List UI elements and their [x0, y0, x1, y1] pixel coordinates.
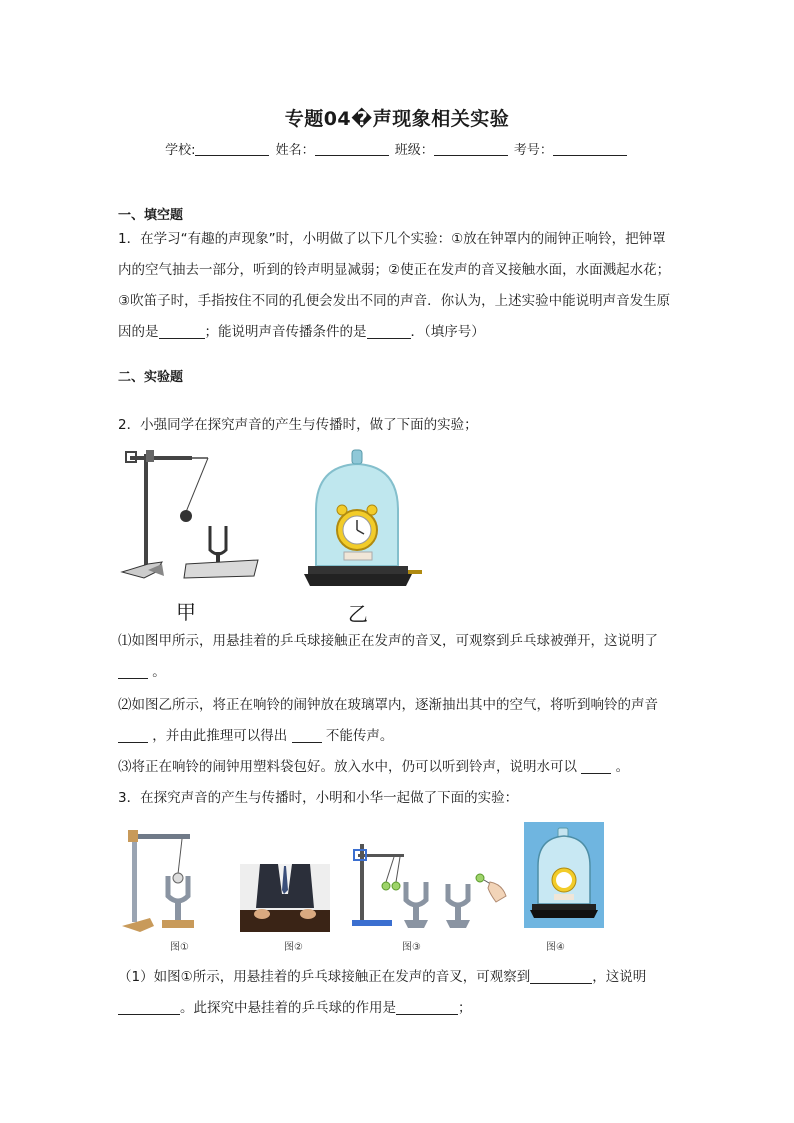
q3-1-end: ； — [458, 1000, 472, 1016]
class-label: 班级： — [394, 143, 434, 158]
q2-3-text: ⑶将正在响铃的闹钟用塑料袋包好。放入水中，仍可以听到铃声，说明水可以 — [118, 759, 577, 775]
question-2-part-2 — [118, 690, 678, 752]
question-2-intro: 2．小强同学在探究声音的产生与传播时，做了下面的实验； — [118, 417, 478, 433]
question-2-part-1 — [118, 626, 678, 688]
q3-1-mid2: 。此探究中悬挂着的乒乓球的作用是 — [180, 1000, 396, 1016]
name-blank[interactable] — [315, 142, 389, 156]
q2-1-end: 。 — [152, 664, 166, 680]
figure-2-caption: 图② — [284, 942, 303, 953]
student-info-line — [0, 139, 794, 158]
figure-jia-label: 甲 — [176, 600, 196, 624]
question-3-intro: 3．在探究声音的产生与传播时，小明和小华一起做了下面的实验： — [118, 790, 519, 806]
q3-1-blank-2[interactable] — [118, 1000, 180, 1015]
q3-1-text: （1）如图①所示，用悬挂着的乒乓球接触正在发声的音叉，可观察到 — [118, 969, 531, 985]
school-label: 学校: — [165, 143, 196, 158]
figure-yi-label: 乙 — [348, 602, 368, 626]
figure-2-person-on-table — [240, 864, 330, 932]
figure-4-caption: 图④ — [546, 942, 565, 953]
q2-1-blank[interactable] — [118, 664, 148, 679]
figure-3-caption: 图③ — [402, 942, 421, 953]
q3-1-blank-3[interactable] — [396, 1000, 458, 1015]
q2-3-end: 。 — [615, 759, 630, 775]
q2-2-text: ⑵如图乙所示，将正在响铃的闹钟放在玻璃罩内，逐渐抽出其中的空气，将听到响铃的声音 — [118, 697, 658, 713]
question-2-part-3 — [118, 752, 678, 783]
question-3-part-1 — [118, 962, 678, 1024]
number-label: 考号： — [513, 143, 553, 158]
q3-1-blank-1[interactable] — [530, 969, 592, 984]
section-heading-fill-blank: 一、填空题 — [118, 208, 184, 223]
figure-1-caption: 图① — [170, 942, 189, 953]
figure-jia-tuning-fork — [118, 446, 268, 586]
figure-4-bell-jar-photo — [524, 822, 604, 928]
class-blank[interactable] — [434, 142, 508, 156]
q3-1-mid: ，这说明 — [592, 969, 647, 985]
q2-3-blank[interactable] — [581, 759, 611, 774]
figure-1-pendulum-fork — [120, 826, 196, 934]
q2-2-blank-1[interactable] — [118, 728, 148, 743]
figure-yi-bell-jar — [300, 446, 430, 594]
q2-2-blank-2[interactable] — [292, 728, 322, 743]
q1-text-2: ；能说明声音传播条件的是 — [204, 324, 367, 340]
figure-3-two-forks — [350, 840, 510, 934]
q1-text-3: ．（填序号） — [410, 324, 485, 340]
q1-text-1: 1．在学习“有趣的声现象”时，小明做了以下几个实验：①放在钟罩内的闹钟正响铃，把钟罩内的空气抽去一部分，听到的铃声明显减弱；②使正在发声的音叉接触水面，水面溅起水花；③吹笛子时，手指按住不同的孔便会发出不同的声音．你认为，上述实验中能说明声音发生原因的是 — [118, 231, 671, 340]
section-heading-experiment: 二、实验题 — [118, 370, 184, 385]
name-label: 姓名： — [275, 143, 315, 158]
q2-1-text: ⑴如图甲所示，用悬挂着的乒乓球接触正在发声的音叉，可观察到乒乓球被弹开，这说明了 — [118, 633, 658, 649]
document-title: 专题04�声现象相关实验 — [284, 108, 510, 130]
q2-2-mid: ，并由此推理可以得出 — [152, 728, 288, 744]
q1-blank-2[interactable] — [367, 324, 411, 339]
q1-blank-1[interactable] — [159, 324, 205, 339]
q2-2-end: 不能传声。 — [325, 728, 394, 744]
question-1 — [118, 224, 678, 348]
school-blank[interactable] — [195, 142, 269, 156]
number-blank[interactable] — [553, 142, 627, 156]
